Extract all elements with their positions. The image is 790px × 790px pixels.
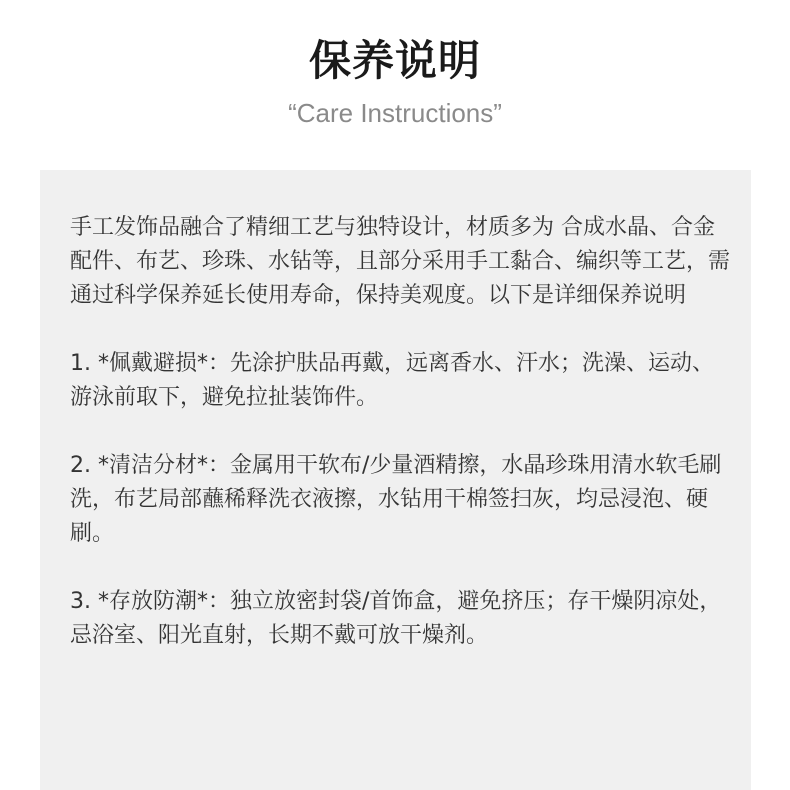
care-instructions-content <box>70 211 730 653</box>
section-storage: 3. *存放防潮*：独立放密封袋/首饰盒，避免挤压；存干燥阴凉处，忌浴室、阳光直射，长期不戴可放干燥剂。 <box>70 589 722 648</box>
section-cleaning: 2. *清洁分材*：金属用干软布/少量酒精擦，水晶珍珠用清水软毛刷洗，布艺局部蘸稀释洗衣液擦，水钻用干棉签扫灰，均忌浸泡、硬刷。 <box>70 453 722 546</box>
care-instructions-panel <box>40 170 751 790</box>
page-title: 保养说明 <box>308 36 481 85</box>
section-wearing: 1. *佩戴避损*：先涂护肤品再戴，远离香水、汗水；洗澡、运动、游泳前取下，避免拉扯装饰件。 <box>70 351 714 410</box>
page-subtitle: “Care Instructions” <box>288 98 502 128</box>
intro-paragraph: 手工发饰品融合了精细工艺与独特设计，材质多为 合成水晶、合金配件、布艺、珍珠、水钻等，且部分采用手工黏合、编织等工艺，需通过科学保养延长使用寿命，保持美观度。以下是详细保养说明 <box>70 215 731 308</box>
